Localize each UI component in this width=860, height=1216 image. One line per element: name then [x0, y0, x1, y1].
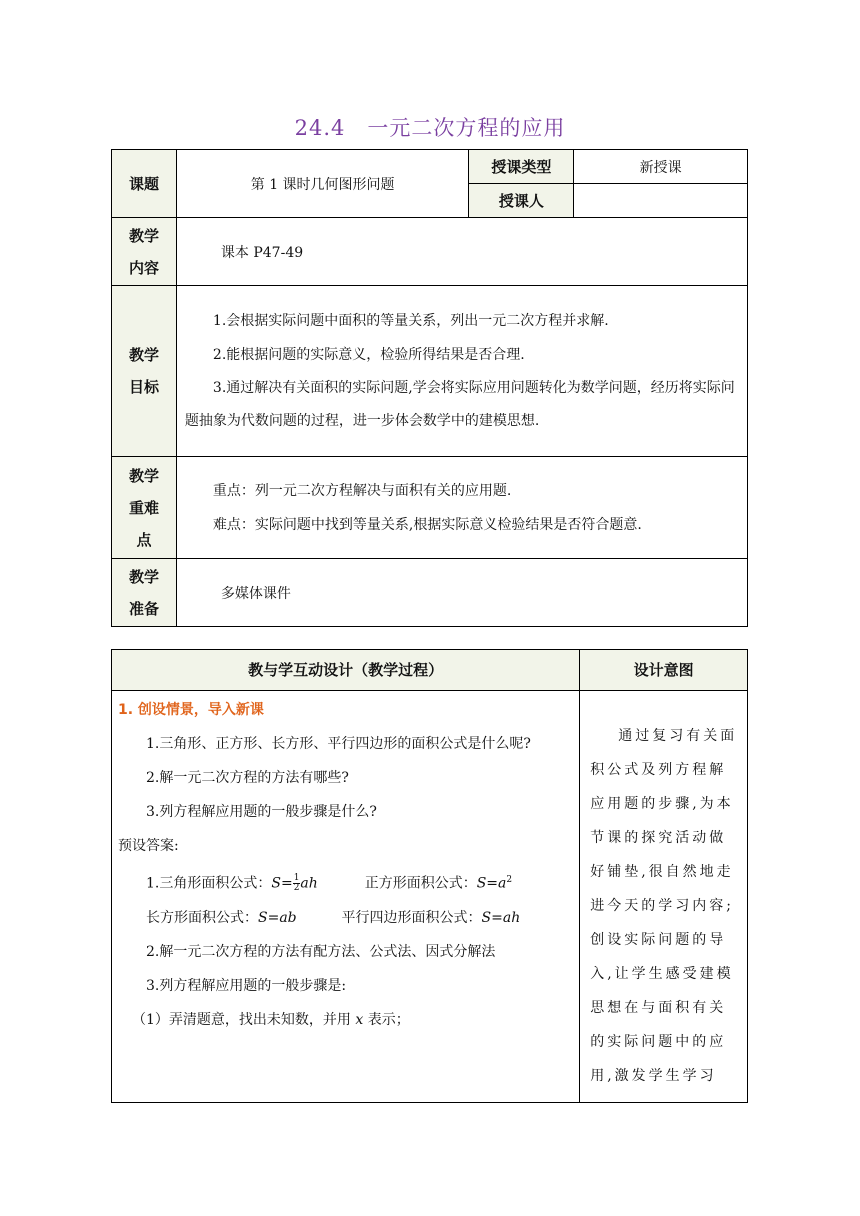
design-intent-text: 通过复习有关面积公式及列方程解应用题的步骤,为本节课的探究活动做好铺垫,很自然地走进今天的学习内容;创设实际问题的导入,让学生感受建模思想在与面积有关的实际问题中的应用,激发学生学习 [590, 728, 738, 1084]
goal-2: 2.能根据问题的实际意义，检验所得结果是否合理. [212, 347, 525, 363]
formula-line-1: 1.三角形面积公式：S= $\frac{1}{2}$ ah 正方形面积公式：$S=a^2$ [146, 873, 513, 894]
prep-value-cell: 多媒体课件 [176, 559, 747, 627]
teacher-value-cell [574, 184, 748, 218]
key-label-cell: 教学 重难 点 [112, 457, 177, 559]
title-number: 24.4 [294, 116, 346, 140]
section-title: 1. 创设情景，导入新课 [118, 702, 264, 718]
formula-line-2: 长方形面积公式：S=ab 平行四边形面积公式：S=ah [146, 909, 521, 926]
prep-label-cell: 教学 准备 [112, 559, 177, 627]
topic-label-cell: 课题 [112, 150, 177, 218]
key-points-cell [176, 457, 747, 559]
question-1: 1.三角形、正方形、长方形、平行四边形的面积公式是什么呢? [146, 736, 531, 752]
document-title [0, 112, 860, 142]
goal-3: 3.通过解决有关面积的实际问题,学会将实际应用问题转化为数学问题，经历将实际问题抽象为代数问题的过程，进一步体会数学中的建模思想. [184, 380, 735, 429]
lesson-info-table [111, 149, 748, 627]
topic-value-cell: 第 1 课时几何图形问题 [176, 150, 469, 218]
answer-2: 2.解一元二次方程的方法有配方法、公式法、因式分解法 [146, 943, 496, 960]
answer-3: 3.列方程解应用题的一般步骤是: [146, 977, 347, 994]
goal-1: 1.会根据实际问题中面积的等量关系，列出一元二次方程并求解. [212, 313, 609, 329]
question-2: 2.解一元二次方程的方法有哪些? [146, 770, 349, 786]
process-content-cell [112, 691, 580, 1103]
question-3: 3.列方程解应用题的一般步骤是什么? [146, 804, 377, 820]
content-value-cell: 课本 P47-49 [176, 218, 747, 286]
answer-label: 预设答案: [118, 838, 179, 854]
type-label-cell: 授课类型 [469, 150, 574, 184]
process-header-cell: 教与学互动设计（教学过程） [112, 650, 580, 691]
type-value-cell: 新授课 [574, 150, 748, 184]
content-label-cell: 教学 内容 [112, 218, 177, 286]
teacher-label-cell: 授课人 [469, 184, 574, 218]
step-1: （1）弄清题意，找出未知数，并用 x 表示； [132, 1011, 410, 1028]
teaching-process-table [111, 649, 748, 1103]
design-header-cell: 设计意图 [580, 650, 748, 691]
goals-cell [176, 286, 747, 457]
key-point: 重点：列一元二次方程解决与面积有关的应用题. [212, 482, 512, 499]
design-intent-cell [580, 691, 748, 1103]
difficult-point: 难点：实际问题中找到等量关系,根据实际意义检验结果是否符合题意. [212, 516, 642, 533]
goals-label-cell: 教学 目标 [112, 286, 177, 457]
title-text: 一元二次方程的应用 [367, 116, 566, 140]
